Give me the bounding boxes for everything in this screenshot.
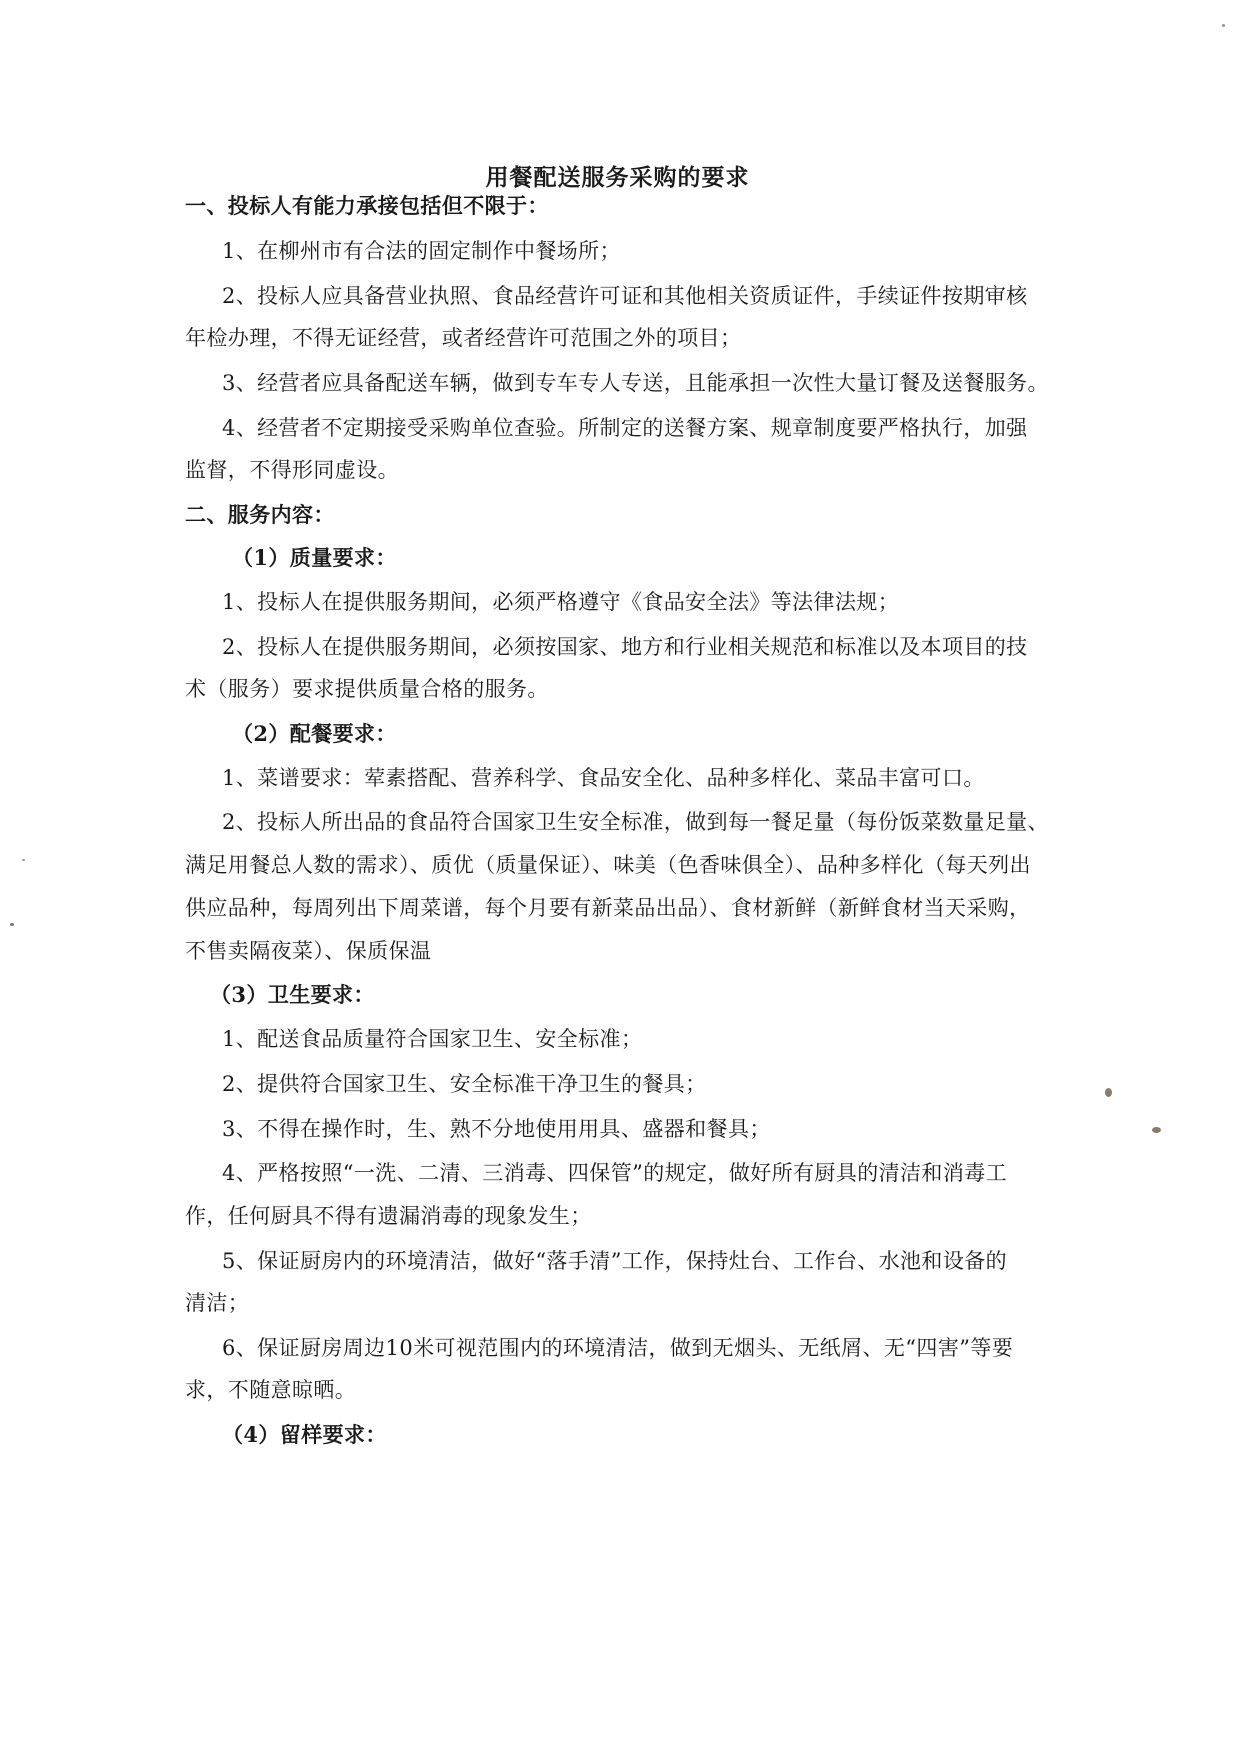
subsection-heading-hygiene: （3）卫生要求： [210, 982, 375, 1007]
scan-speck [10, 923, 14, 926]
section-heading-1: 一、投标人有能力承接包括但不限于： [185, 193, 549, 218]
subsection-heading-meal: （2）配餐要求： [232, 721, 397, 746]
paragraph-line: 1、菜谱要求：荤素搭配、营养科学、食品安全化、品种多样化、菜品丰富可口。 [222, 766, 985, 790]
subsection-heading-quality: （1）质量要求： [232, 545, 397, 570]
paragraph-line: 3、不得在操作时，生、熟不分地使用用具、盛器和餐具； [222, 1117, 771, 1141]
paragraph-line: 2、投标人在提供服务期间，必须按国家、地方和行业相关规范和标准以及本项目的技 [222, 635, 1028, 659]
paragraph-line: 2、投标人应具备营业执照、食品经营许可证和其他相关资质证件，手续证件按期审核 [222, 284, 1028, 308]
scan-speck [1222, 24, 1225, 27]
paragraph-line: 6、保证厨房周边10米可视范围内的环境清洁，做到无烟头、无纸屑、无“四害”等要 [222, 1336, 1014, 1360]
paragraph-line: 供应品种，每周列出下周菜谱，每个月要有新菜品出品）、食材新鲜（新鲜食材当天采购， [185, 896, 1031, 920]
document-title: 用餐配送服务采购的要求 [485, 164, 750, 191]
paragraph-line: 清洁； [185, 1291, 250, 1315]
paragraph-line: 3、经营者应具备配送车辆，做到专车专人专送，且能承担一次性大量订餐及送餐服务。 [222, 371, 1049, 395]
scan-speck [1105, 1088, 1112, 1097]
paragraph-line: 1、在柳州市有合法的固定制作中餐场所； [222, 239, 621, 263]
scan-speck [22, 859, 25, 861]
paragraph-line: 监督，不得形同虚设。 [185, 458, 399, 482]
section-heading-2: 二、服务内容： [185, 502, 335, 527]
paragraph-line: 1、投标人在提供服务期间，必须严格遵守《食品安全法》等法律法规； [222, 590, 900, 614]
paragraph-line: 1、配送食品质量符合国家卫生、安全标准； [222, 1027, 643, 1051]
scan-speck [1152, 1127, 1161, 1133]
paragraph-line: 5、保证厨房内的环境清洁，做好“落手清”工作，保持灶台、工作台、水池和设备的 [222, 1249, 1008, 1273]
paragraph-line: 4、严格按照“一洗、二清、三消毒、四保管”的规定，做好所有厨具的清洁和消毒工 [222, 1161, 1008, 1185]
paragraph-line: 满足用餐总人数的需求）、质优（质量保证）、味美（色香味俱全）、品种多样化（每天列出 [185, 853, 1031, 877]
paragraph-line: 2、投标人所出品的食品符合国家卫生安全标准，做到每一餐足量（每份饭菜数量足量、 [222, 810, 1049, 834]
paragraph-line: 不售卖隔夜菜）、保质保温 [185, 939, 432, 963]
paragraph-line: 术（服务）要求提供质量合格的服务。 [185, 677, 549, 701]
subsection-heading-sample: （4）留样要求： [222, 1422, 387, 1447]
paragraph-line: 作，任何厨具不得有遗漏消毒的现象发生； [185, 1204, 592, 1228]
paragraph-line: 年检办理，不得无证经营，或者经营许可范围之外的项目； [185, 326, 742, 350]
paragraph-line: 2、提供符合国家卫生、安全标准干净卫生的餐具； [222, 1072, 707, 1096]
paragraph-line: 求，不随意晾晒。 [185, 1378, 357, 1402]
paragraph-line: 4、经营者不定期接受采购单位查验。所制定的送餐方案、规章制度要严格执行，加强 [222, 416, 1028, 440]
